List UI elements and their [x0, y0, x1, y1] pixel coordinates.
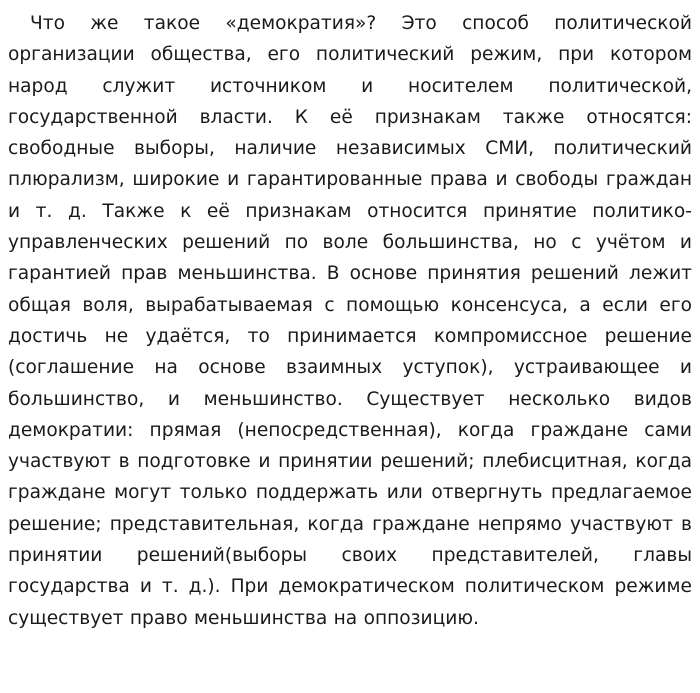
body-paragraph: Что же такое «демократия»? Это способ политической организации общества, его политический режим, при котором народ служит источником и носителем политической, государственной власти. К её признакам также относятся: свободные выборы, наличие независимых СМИ, политический плюрализм, широкие и гарантированные права и свободы граждан и т. д. Также к её признакам относится принятие политико-управленческих решений по воле большинства, но с учётом и гарантией прав меньшинства. В основе принятия решений лежит общая воля, вырабатываемая с помощью консенсуса, а если его достичь не удаётся, то принимается компромиссное решение (соглашение на основе взаимных уступок), устраивающее и большинство, и меньшинство. Существует несколько видов демократии: прямая (непосредственная), когда граждане сами участвуют в подготовке и принятии решений; плебисцитная, когда граждане могут только поддержать или отвергнуть предлагаемое решение; представительная, когда граждане непрямо участвуют в принятии решений(выборы своих представителей, главы государства и т. д.). При демократическом политическом режиме существует право меньшинства на оппозицию.: [8, 13, 692, 629]
document-body: [8, 8, 692, 634]
